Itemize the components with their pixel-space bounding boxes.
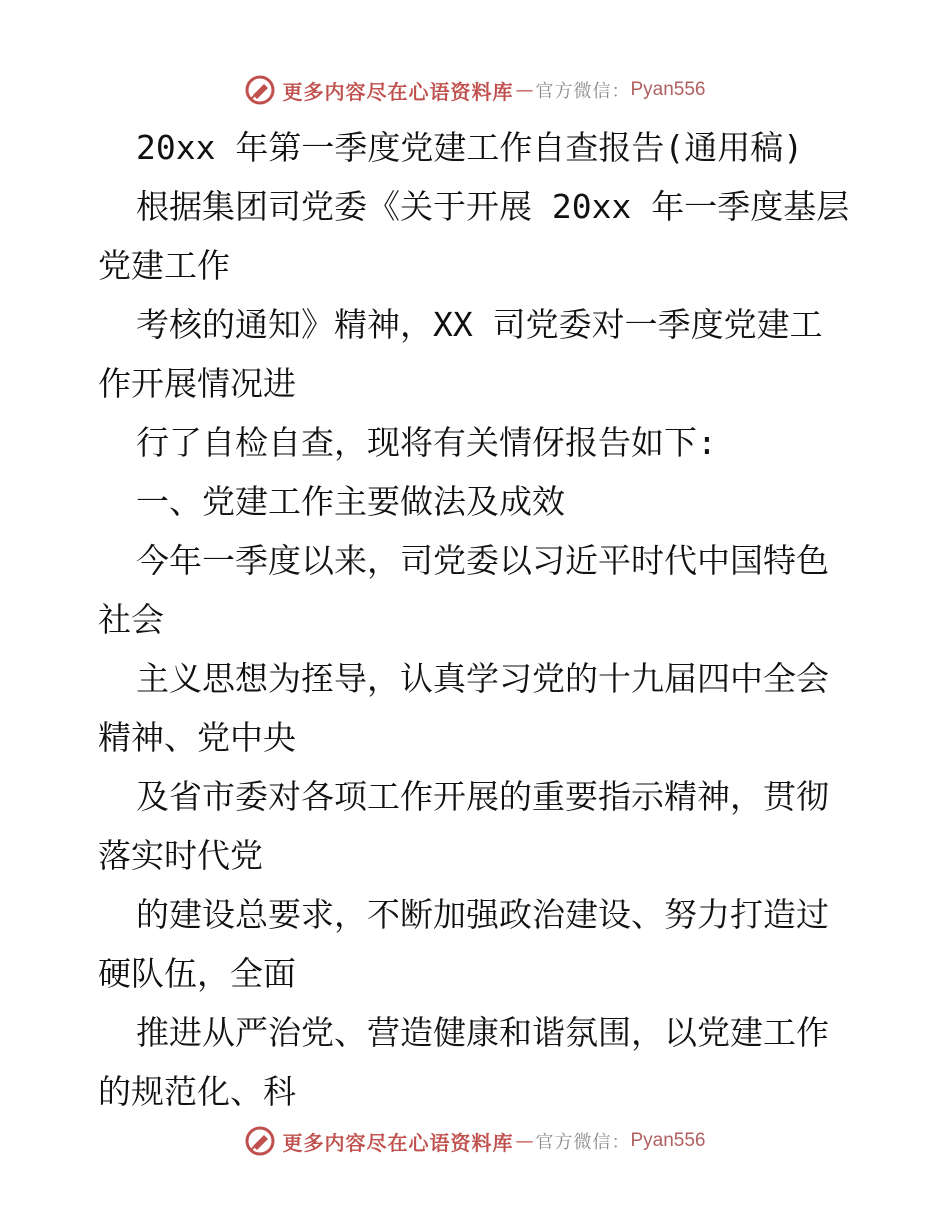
section-heading: 一、党建工作主要做法及成效 bbox=[136, 482, 565, 521]
paragraph-line: 党建工作 bbox=[98, 246, 230, 285]
banner-dash: — bbox=[515, 1130, 534, 1152]
banner-title: 更多内容尽在心语资料库 bbox=[282, 1130, 514, 1155]
logo-icon bbox=[244, 1125, 276, 1157]
paragraph-line: 主义思想为挃导，认真学习党的十九届四中全会 bbox=[136, 659, 829, 698]
banner-wechat-id: Pyan556 bbox=[630, 79, 706, 100]
paragraph-line: 硬队伍，全面 bbox=[98, 954, 296, 993]
paragraph-line: 考核的通知》精神，XX 司党委对一季度党建工 bbox=[136, 305, 823, 344]
paragraph-line: 社会 bbox=[98, 600, 164, 639]
paragraph-line: 今年一季度以来，司党委以习近平时代中国特色 bbox=[136, 541, 829, 580]
banner-wechat-label: 官方微信： bbox=[535, 81, 631, 102]
banner-dash: — bbox=[515, 79, 534, 101]
paragraph-line: 推进从严治党、营造健康和谐氛围，以党建工作 bbox=[136, 1013, 829, 1052]
banner-wechat-label: 官方微信： bbox=[535, 1132, 631, 1153]
paragraph-line: 落实时代党 bbox=[98, 836, 263, 875]
banner-title: 更多内容尽在心语资料库 bbox=[282, 79, 514, 104]
document-title: 20xx 年第一季度党建工作自查报告(通用稿) bbox=[136, 128, 804, 167]
paragraph-line: 作开展情况进 bbox=[98, 364, 296, 403]
paragraph-line: 行了自检自查，现将有关情伢报告如下: bbox=[136, 423, 717, 462]
banner-wechat-id: Pyan556 bbox=[630, 1130, 706, 1151]
header-banner bbox=[0, 72, 950, 108]
footer-banner bbox=[0, 1123, 950, 1159]
paragraph-line: 精神、党中央 bbox=[98, 718, 296, 757]
document-body bbox=[98, 118, 858, 1121]
paragraph-line: 及省市委对各项工作开展的重要指示精神，贯彻 bbox=[136, 777, 829, 816]
logo-icon bbox=[244, 74, 276, 106]
paragraph-line: 的建设总要求，不断加强政治建设、努力打造过 bbox=[136, 895, 829, 934]
paragraph-line: 根据集团司党委《关于开展 20xx 年一季度基层 bbox=[136, 187, 850, 226]
paragraph-line: 的规范化、科 bbox=[98, 1072, 296, 1111]
